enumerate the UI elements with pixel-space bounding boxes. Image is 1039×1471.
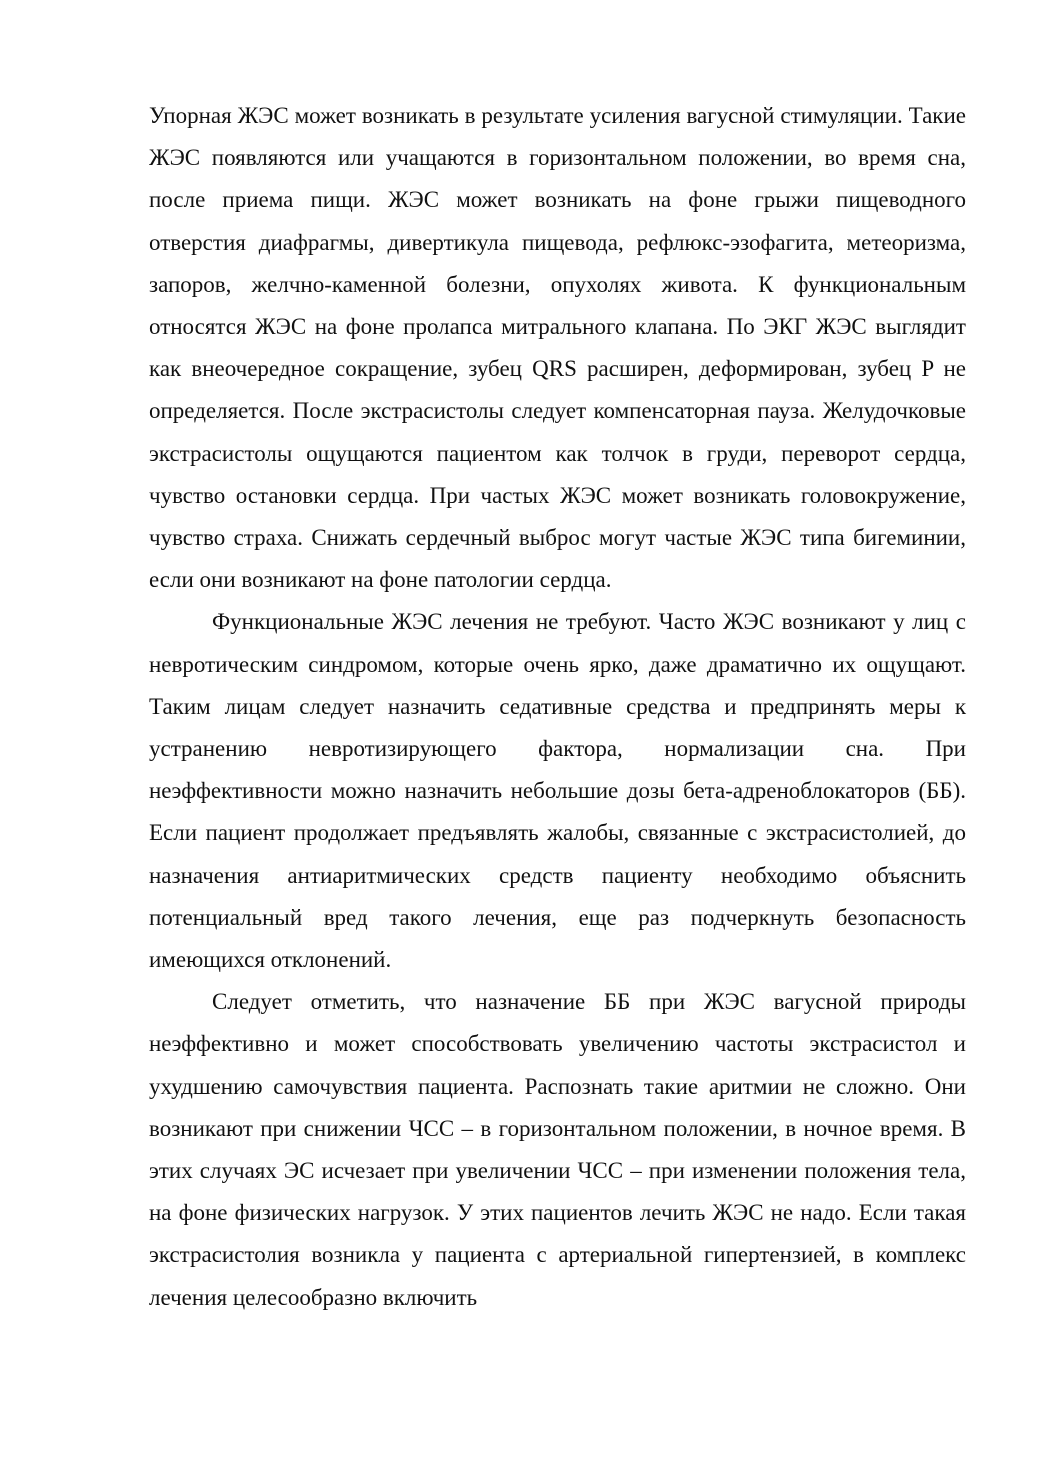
paragraph-vagal-pvc: Упорная ЖЭС может возникать в результате усиления вагусной стимуляции. Такие ЖЭС появляются или учащаются в горизонтальном положении, во время сна, после приема пищи. ЖЭС может возникать на фоне грыжи пищеводного отверстия диафрагмы, дивертикула пищевода, рефлюкс-эзофагита, метеоризма, запоров, желчно-каменной болезни, опухолях живота. К функциональным относятся ЖЭС на фоне пролапса митрального клапана. По ЭКГ ЖЭС выглядит как внеочередное сокращение, зубец QRS расширен, деформирован, зубец P не определяется. После экстрасистолы следует компенсаторная пауза. Желудочковые экстрасистолы ощущаются пациентом как толчок в груди, переворот сердца, чувство остановки сердца. При частых ЖЭС может возникать головокружение, чувство страха. Снижать сердечный выброс могут частые ЖЭС типа бигеминии, если они возникают на фоне патологии сердца. — [149, 103, 966, 593]
document-body — [149, 95, 966, 1319]
paragraph-beta-blockers-note: Следует отметить, что назначение ББ при ЖЭС вагусной природы неэффективно и может способствовать увеличению частоты экстрасистол и ухудшению самочувствия пациента. Распознать такие аритмии не сложно. Они возникают при снижении ЧСС – в горизонтальном положении, в ночное время. В этих случаях ЭС исчезает при увеличении ЧСС – при изменении положения тела, на фоне физических нагрузок. У этих пациентов лечить ЖЭС не надо. Если такая экстрасистолия возникла у пациента с артериальной гипертензией, в комплекс лечения целесообразно включить — [149, 989, 966, 1310]
paragraph-functional-pvc-treatment: Функциональные ЖЭС лечения не требуют. Часто ЖЭС возникают у лиц с невротическим синдромом, которые очень ярко, даже драматично их ощущают. Таким лицам следует назначить седативные средства и предпринять меры к устранению невротизирующего фактора, нормализации сна. При неэффективности можно назначить небольшие дозы бета-адреноблокаторов (ББ). Если пациент продолжает предъявлять жалобы, связанные с экстрасистолией, до назначения антиаритмических средств пациенту необходимо объяснить потенциальный вред такого лечения, еще раз подчеркнуть безопасность имеющихся отклонений. — [149, 609, 966, 973]
